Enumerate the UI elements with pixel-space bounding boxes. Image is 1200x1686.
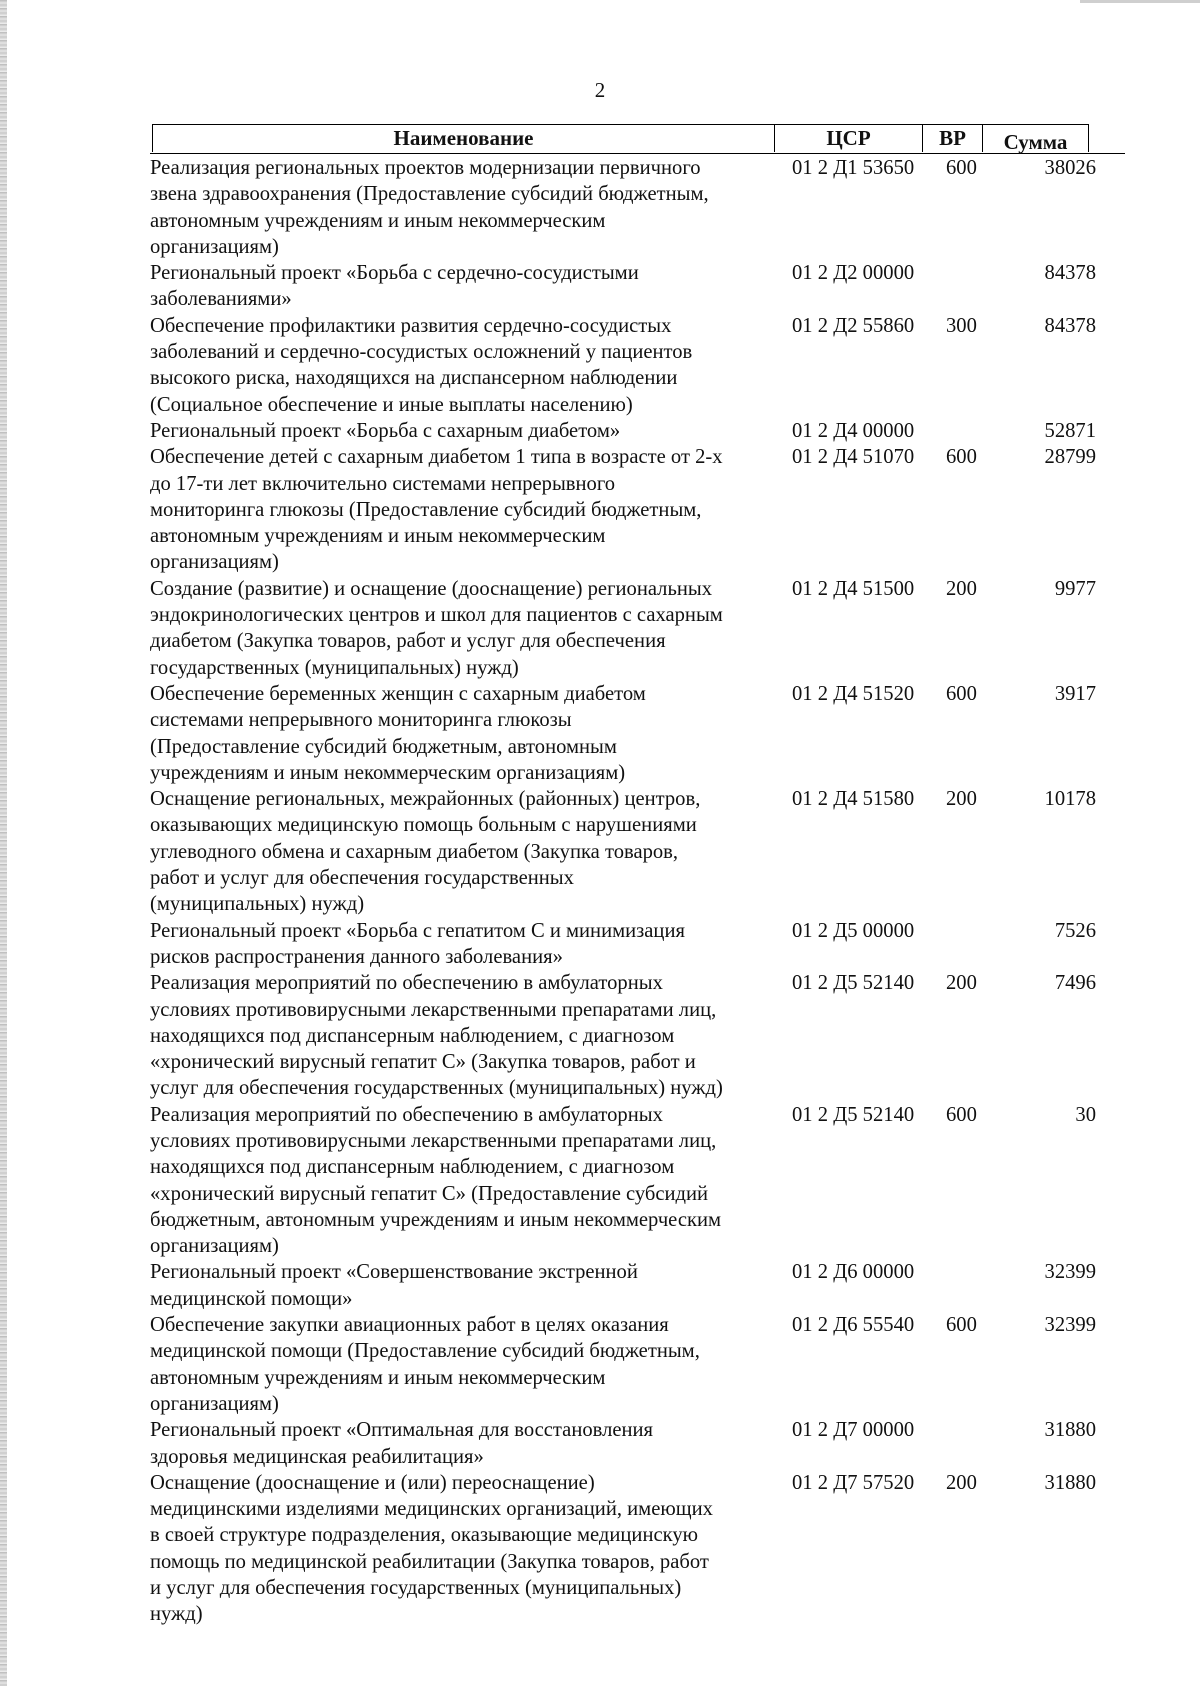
header-csr: ЦСР: [774, 124, 922, 152]
header-sum-label: Сумма: [1003, 130, 1068, 154]
row-vr-cell: 600: [946, 1103, 977, 1126]
row-name-line: автономным учреждениям и иным некоммерческим: [150, 1366, 606, 1389]
row-name-line: Региональный проект «Совершенствование экстренной: [150, 1261, 638, 1284]
header-vr: ВР: [922, 124, 982, 152]
row-vr-cell: 200: [946, 577, 977, 600]
row-name-cell: [150, 786, 790, 917]
row-name-line: Обеспечение профилактики развития сердечно-сосудистых: [150, 314, 672, 337]
row-name-line: заболеваний и сердечно-сосудистых осложнений у пациентов: [150, 341, 693, 364]
row-vr-cell: [942, 418, 1006, 444]
row-sum-cell: 7526: [1054, 919, 1096, 942]
row-vr-cell: [942, 260, 1006, 313]
row-name-cell: [150, 444, 790, 575]
row-name-line: организациям): [150, 235, 279, 258]
row-csr-cell: 01 2 Д4 51520: [792, 682, 915, 705]
row-csr-cell: 01 2 Д2 00000: [792, 262, 915, 285]
row-name-cell: [150, 313, 790, 418]
table-row: [150, 970, 1125, 1101]
row-csr-cell: 01 2 Д5 52140: [792, 972, 915, 995]
row-name-cell: [150, 1312, 790, 1417]
row-csr-cell: 01 2 Д7 57520: [792, 1471, 915, 1494]
row-csr-cell: 01 2 Д6 00000: [792, 1261, 915, 1284]
row-csr-cell: 01 2 Д4 51580: [792, 788, 915, 811]
row-name-line: находящихся под диспансерным наблюдением, с диагнозом: [150, 1156, 675, 1179]
row-csr-cell: 01 2 Д5 52140: [792, 1103, 915, 1126]
row-vr-cell: 200: [946, 788, 977, 811]
header-sum: [982, 124, 1089, 152]
header-name: Наименование: [152, 124, 774, 152]
row-sum-cell: 52871: [1044, 419, 1096, 442]
row-name-line: углеводного обмена и сахарным диабетом (Закупка товаров,: [150, 840, 679, 863]
page-number: 2: [594, 78, 606, 102]
row-name-line: бюджетным, автономным учреждениям и иным некоммерческим: [150, 1208, 722, 1231]
row-name-cell: [150, 1102, 790, 1260]
table-header: [150, 124, 1125, 154]
row-name-line: рисков распространения данного заболевания»: [150, 945, 563, 968]
row-csr-cell: 01 2 Д1 53650: [792, 157, 915, 179]
row-vr-cell: 600: [946, 682, 977, 705]
row-name-line: медицинской помощи»: [150, 1287, 353, 1310]
row-name-line: системами непрерывного мониторинга глюкозы: [150, 709, 572, 732]
row-name-line: эндокринологических центров и школ для пациентов с сахарным: [150, 604, 723, 627]
row-name-line: Региональный проект «Оптимальная для восстановления: [150, 1419, 654, 1442]
row-name-line: «хронический вирусный гепатит С» (Предоставление субсидий: [150, 1182, 709, 1205]
row-name-cell: [150, 155, 790, 260]
row-sum-cell: 84378: [1044, 314, 1096, 337]
row-name-line: услуг для обеспечения государственных (муниципальных) нужд): [150, 1077, 723, 1100]
row-name-line: учреждениям и иным некоммерческим организациям): [150, 761, 626, 784]
row-sum-cell: 38026: [1044, 157, 1096, 179]
row-name-line: условиях противовирусными лекарственными препаратами лиц,: [150, 1129, 717, 1152]
row-csr-cell: 01 2 Д6 55540: [792, 1314, 915, 1337]
row-name-cell: [150, 1470, 790, 1628]
row-vr-cell: [942, 1417, 1006, 1470]
row-name-line: организациям): [150, 1235, 279, 1258]
row-name-line: (Предоставление субсидий бюджетным, автономным: [150, 735, 617, 758]
row-sum-cell: 32399: [1044, 1314, 1096, 1337]
row-name-line: заболеваниями»: [150, 288, 292, 311]
row-vr-cell: 600: [946, 1314, 977, 1337]
row-sum-cell: 7496: [1054, 972, 1096, 995]
row-name-cell: [150, 918, 790, 971]
row-name-line: медицинской помощи (Предоставление субсидий бюджетным,: [150, 1340, 700, 1363]
row-csr-cell: 01 2 Д4 51070: [792, 446, 915, 469]
row-vr-cell: 300: [946, 314, 977, 337]
row-name-cell: [150, 1259, 790, 1312]
table-body: [150, 155, 1125, 1628]
row-name-line: государственных (муниципальных) нужд): [150, 656, 519, 679]
row-sum-cell: 32399: [1044, 1261, 1096, 1284]
row-name-line: автономным учреждениям и иным некоммерческим: [150, 209, 606, 232]
row-sum-cell: 30: [1075, 1103, 1096, 1126]
table-row: [150, 918, 1125, 971]
budget-table: [150, 124, 1125, 1628]
row-name-line: в своей структуре подразделения, оказывающие медицинскую: [150, 1524, 699, 1547]
row-name-line: до 17-ти лет включительно системами непрерывного: [150, 472, 616, 495]
table-row: [150, 1102, 1125, 1260]
row-name-line: нужд): [150, 1603, 203, 1626]
row-csr-cell: 01 2 Д4 51500: [792, 577, 915, 600]
row-name-line: Реализация мероприятий по обеспечению в амбулаторных: [150, 1103, 663, 1126]
row-csr-cell: 01 2 Д5 00000: [792, 919, 915, 942]
row-vr-cell: 200: [946, 972, 977, 995]
row-name-line: высокого риска, находящихся на диспансерном наблюдении: [150, 367, 678, 390]
row-vr-cell: [942, 1259, 1006, 1312]
table-row: [150, 1417, 1125, 1470]
table-row: [150, 1312, 1125, 1417]
row-sum-cell: 31880: [1044, 1471, 1096, 1494]
row-name-line: находящихся под диспансерным наблюдением, с диагнозом: [150, 1024, 675, 1047]
row-name-line: оказывающих медицинскую помощь больным с нарушениями: [150, 814, 697, 837]
row-name-line: звена здравоохранения (Предоставление субсидий бюджетным,: [150, 183, 709, 206]
row-vr-cell: 600: [946, 157, 977, 179]
row-name-line: диабетом (Закупка товаров, работ и услуг для обеспечения: [150, 630, 666, 653]
row-name-line: организациям): [150, 1392, 279, 1415]
row-name-line: условиях противовирусными лекарственными препаратами лиц,: [150, 998, 717, 1021]
row-sum-cell: 31880: [1044, 1419, 1096, 1442]
row-name-cell: [150, 260, 790, 313]
row-name-cell: [150, 576, 790, 681]
row-name-line: помощь по медицинской реабилитации (Закупка товаров, работ: [150, 1550, 709, 1573]
row-name-line: Оснащение региональных, межрайонных (районных) центров,: [150, 788, 701, 811]
row-name-line: медицинскими изделиями медицинских организаций, имеющих: [150, 1498, 713, 1521]
row-name-cell: [150, 418, 790, 444]
row-name-cell: [150, 1417, 790, 1470]
row-name-line: Создание (развитие) и оснащение (дооснащение) региональных: [150, 577, 712, 600]
row-name-line: мониторинга глюкозы (Предоставление субсидий бюджетным,: [150, 498, 702, 521]
row-name-line: Региональный проект «Борьба с гепатитом С и минимизация: [150, 919, 685, 942]
table-row: [150, 681, 1125, 786]
row-name-cell: [150, 681, 790, 786]
row-name-line: Региональный проект «Борьба с сахарным диабетом»: [150, 419, 621, 442]
table-row: [150, 260, 1125, 313]
row-vr-cell: 600: [946, 446, 977, 469]
row-csr-cell: 01 2 Д4 00000: [792, 419, 915, 442]
row-name-line: здоровья медицинская реабилитация»: [150, 1445, 484, 1468]
row-name-line: Реализация региональных проектов модернизации первичного: [150, 157, 701, 179]
row-csr-cell: 01 2 Д2 55860: [792, 314, 915, 337]
row-name-line: работ и услуг для обеспечения государственных: [150, 867, 574, 890]
row-sum-cell: 10178: [1044, 788, 1096, 811]
table-row: [150, 786, 1125, 917]
row-name-line: Обеспечение детей с сахарным диабетом 1 типа в возрасте от 2-х: [150, 446, 723, 469]
row-vr-cell: 200: [946, 1471, 977, 1494]
row-vr-cell: [942, 918, 1006, 971]
row-sum-cell: 84378: [1044, 262, 1096, 285]
row-name-line: «хронический вирусный гепатит С» (Закупка товаров, работ и: [150, 1051, 696, 1074]
row-name-line: Оснащение (дооснащение и (или) переоснащение): [150, 1471, 595, 1494]
row-name-line: Региональный проект «Борьба с сердечно-сосудистыми: [150, 262, 639, 285]
row-name-line: и услуг для обеспечения государственных (муниципальных): [150, 1577, 682, 1600]
row-name-line: (Социальное обеспечение и иные выплаты населению): [150, 393, 633, 416]
scan-left-edge: [0, 0, 7, 1686]
row-sum-cell: 28799: [1044, 446, 1096, 469]
row-name-line: организациям): [150, 551, 279, 574]
row-name-line: Обеспечение закупки авиационных работ в целях оказания: [150, 1314, 669, 1337]
row-sum-cell: 3917: [1054, 682, 1096, 705]
table-row: [150, 1259, 1125, 1312]
scan-top-edge: [1080, 0, 1200, 3]
table-row: [150, 313, 1125, 418]
table-row: [150, 444, 1125, 575]
row-name-line: (муниципальных) нужд): [150, 893, 365, 916]
row-name-line: Обеспечение беременных женщин с сахарным диабетом: [150, 682, 646, 705]
row-csr-cell: 01 2 Д7 00000: [792, 1419, 915, 1442]
row-sum-cell: 9977: [1054, 577, 1096, 600]
table-row: [150, 155, 1125, 260]
table-row: [150, 1470, 1125, 1628]
row-name-line: Реализация мероприятий по обеспечению в амбулаторных: [150, 972, 663, 995]
table-row: [150, 576, 1125, 681]
table-row: [150, 418, 1125, 444]
row-name-cell: [150, 970, 790, 1101]
row-name-line: автономным учреждениям и иным некоммерческим: [150, 525, 606, 548]
